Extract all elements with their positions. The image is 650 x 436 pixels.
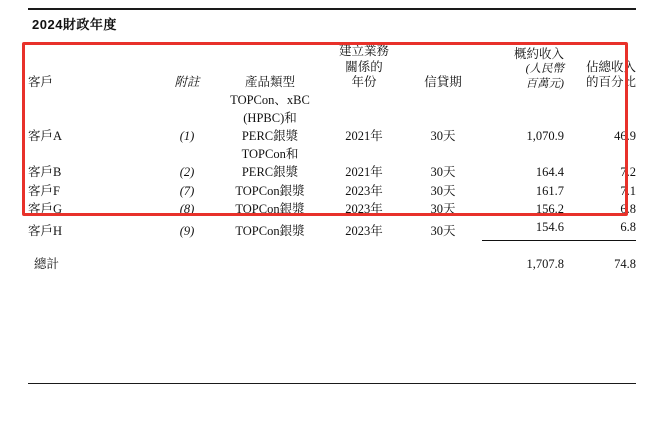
column-header-product-type: 產品類型 — [244, 75, 295, 90]
cell-percentage: 7.2 — [620, 165, 636, 180]
cell-revenue: 164.4 — [535, 165, 564, 180]
product-line-1: TOPCon銀漿 — [235, 183, 305, 198]
cell-revenue: 1,070.9 — [526, 129, 564, 144]
product-line-1: TOPCon和 — [241, 147, 299, 162]
cell-product-type — [216, 218, 324, 241]
cell-customer: 客戶B — [28, 165, 62, 180]
cell-note: (1) — [179, 129, 195, 144]
relationship-year-line-2: 關係的 — [345, 59, 383, 74]
cell-percentage: 7.1 — [620, 183, 636, 198]
cell-total-label: 總計 — [34, 256, 60, 271]
table-row — [28, 145, 636, 181]
table-header — [28, 44, 636, 91]
cell-customer: 客戶F — [28, 183, 60, 198]
cell-note: (2) — [179, 165, 195, 180]
cell-percentage: 6.8 — [564, 218, 636, 241]
cell-credit: 30天 — [430, 165, 456, 180]
column-header-customer: 客戶 — [28, 75, 54, 90]
table-body — [28, 91, 636, 273]
cell-note: (9) — [179, 224, 195, 239]
cell-year: 2023年 — [345, 183, 383, 198]
relationship-year-line-3: 年份 — [351, 75, 377, 90]
relationship-year-line-1: 建立業務 — [338, 44, 389, 58]
customer-revenue-table — [28, 44, 636, 273]
cell-credit: 30天 — [430, 129, 456, 144]
column-header-relationship-year — [324, 44, 404, 91]
cell-percentage: 6.8 — [620, 201, 636, 216]
cell-product-type — [216, 200, 324, 218]
revenue-unit-line-1: (人民幣 — [525, 63, 564, 76]
cell-year: 2021年 — [345, 165, 383, 180]
table-total-row — [28, 240, 636, 273]
cell-total-product — [216, 240, 324, 273]
cell-revenue: 154.6 — [482, 218, 564, 241]
product-line-1: TOPCon銀漿 — [235, 201, 305, 216]
product-line-1: TOPCon、xBC — [230, 92, 310, 107]
top-rule — [28, 8, 636, 10]
bottom-rule — [28, 383, 636, 384]
cell-credit: 30天 — [430, 201, 456, 216]
percentage-line-1: 佔總收入 — [585, 59, 636, 74]
cell-product-type — [216, 182, 324, 200]
product-line-2: (HPBC)和 — [243, 111, 297, 125]
revenue-unit-line-2: 百萬元) — [525, 77, 564, 90]
cell-year: 2023年 — [345, 201, 383, 216]
cell-year: 2023年 — [345, 224, 383, 239]
cell-year: 2021年 — [345, 129, 383, 144]
cell-customer: 客戶G — [28, 201, 63, 216]
column-header-revenue — [482, 44, 564, 91]
cell-product-type — [216, 91, 324, 145]
cell-note: (7) — [179, 183, 195, 198]
column-header-note: 附註 — [174, 75, 200, 90]
cell-revenue: 156.2 — [535, 201, 564, 216]
cell-percentage: 46.9 — [614, 129, 636, 144]
table-header-row — [28, 44, 636, 91]
cell-note: (8) — [179, 201, 195, 216]
cell-customer: 客戶H — [28, 224, 63, 239]
table-row — [28, 182, 636, 200]
column-header-credit-period: 信貸期 — [424, 75, 462, 90]
cell-total-year — [324, 240, 404, 273]
column-header-percentage — [564, 44, 636, 91]
cell-revenue: 161.7 — [535, 183, 564, 198]
product-line-3: PERC銀漿 — [241, 129, 299, 144]
table-row — [28, 91, 636, 145]
cell-total-note — [158, 240, 216, 273]
cell-credit: 30天 — [430, 183, 456, 198]
cell-total-revenue: 1,707.8 — [526, 256, 564, 271]
cell-product-type — [216, 145, 324, 181]
revenue-label: 概約收入 — [513, 46, 564, 61]
cell-total-percentage: 74.8 — [614, 256, 636, 271]
cell-credit: 30天 — [430, 224, 456, 239]
table-row — [28, 218, 636, 241]
page-title: 2024財政年度 — [32, 17, 117, 32]
table-row — [28, 200, 636, 218]
cell-total-credit — [404, 240, 482, 273]
product-line-1: TOPCon銀漿 — [235, 224, 305, 239]
cell-customer: 客戶A — [28, 129, 63, 144]
percentage-line-2: 的百分比 — [585, 75, 636, 90]
product-line-2: PERC銀漿 — [241, 165, 299, 180]
